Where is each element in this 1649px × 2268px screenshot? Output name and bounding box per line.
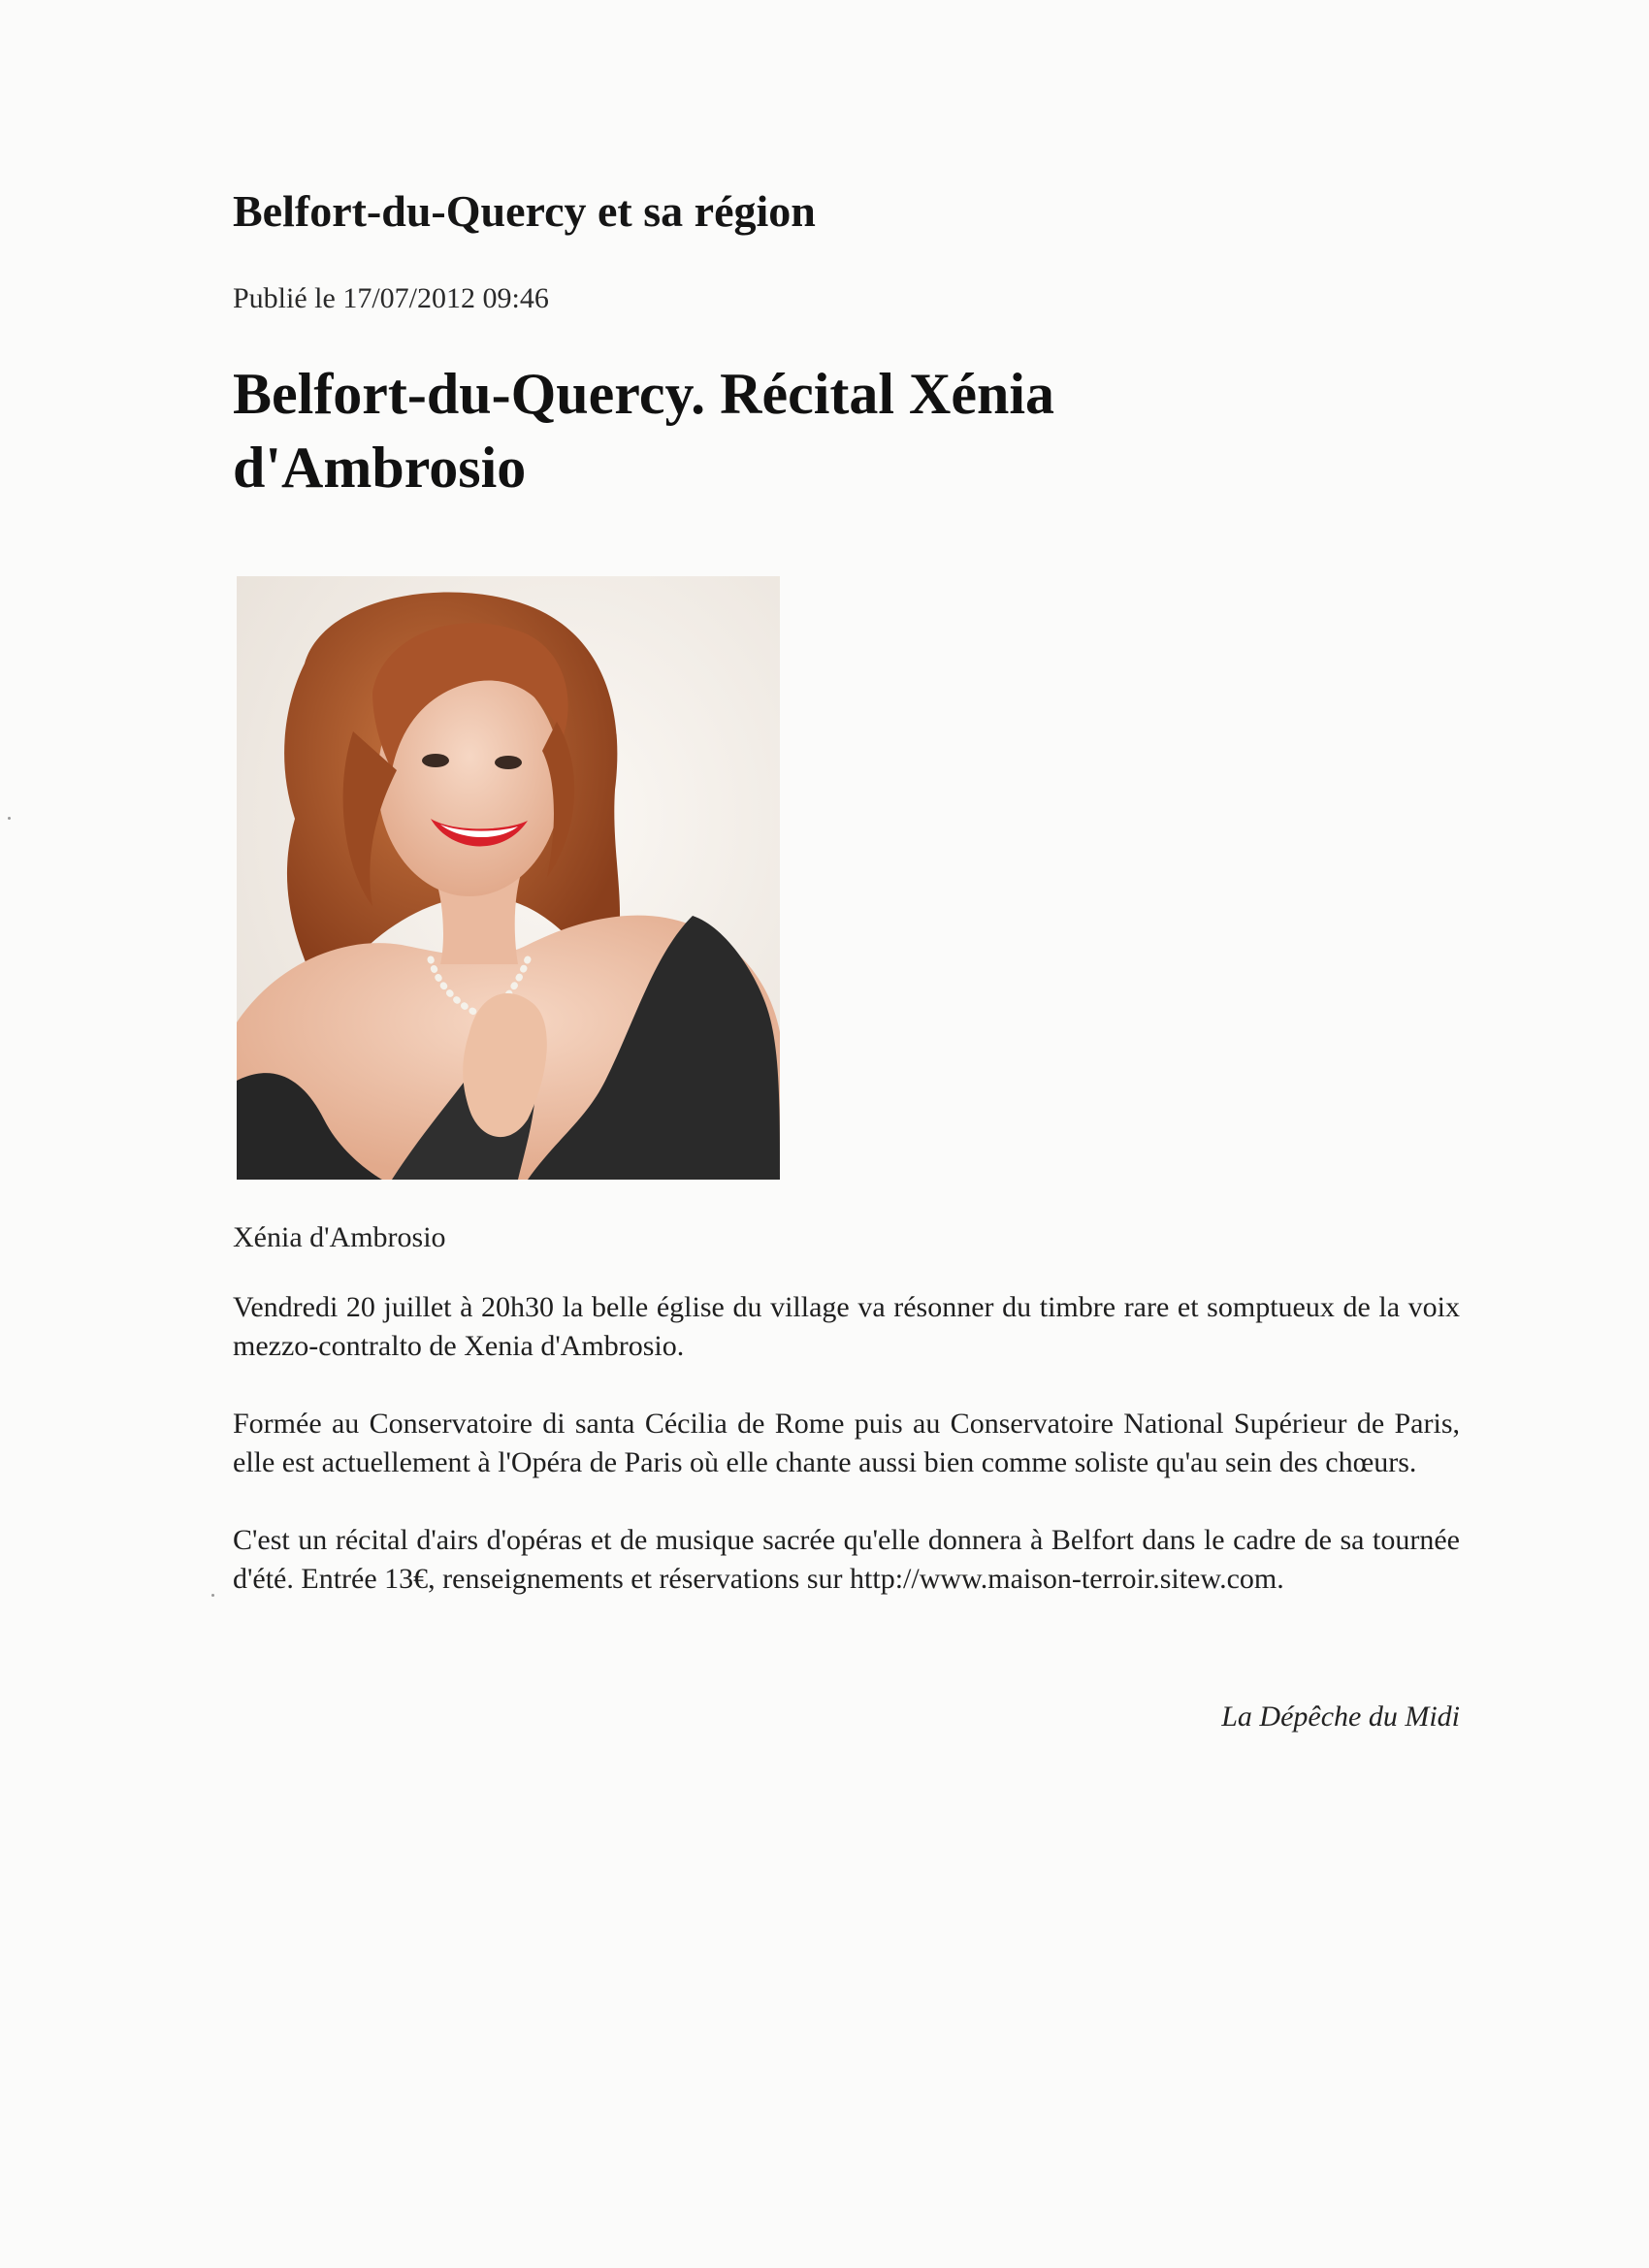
- source-attribution: La Dépêche du Midi: [1221, 1701, 1460, 1733]
- body-paragraph: Formée au Conservatoire di santa Cécilia de Rome puis au Conservatoire National Supérieur de Paris, elle est actuellement à l'Opéra de Paris où elle chante aussi bien comme soliste qu'au sein des chœurs.: [233, 1408, 1460, 1478]
- article-photo: [237, 576, 780, 1180]
- body-paragraph: C'est un récital d'airs d'opéras et de musique sacrée qu'elle donnera à Belfort dans le cadre de sa tournée d'été. Entrée 13€, renseignements et réservations sur http://www.maison-terroir.sitew.com.: [233, 1524, 1460, 1595]
- article-title: Belfort-du-Quercy. Récital Xénia d'Ambrosio: [233, 362, 1055, 500]
- portrait-illustration: [237, 576, 780, 1180]
- section-heading: Belfort-du-Quercy et sa région: [233, 186, 816, 236]
- publish-date: Publié le 17/07/2012 09:46: [233, 282, 549, 314]
- scan-speck: [211, 1594, 214, 1597]
- article-page: [233, 0, 1460, 2268]
- scan-speck: [8, 817, 11, 820]
- photo-caption: Xénia d'Ambrosio: [233, 1221, 446, 1253]
- body-paragraph: Vendredi 20 juillet à 20h30 la belle église du village va résonner du timbre rare et somptueux de la voix mezzo-contralto de Xenia d'Ambrosio.: [233, 1291, 1460, 1362]
- article-body: [233, 1288, 1460, 1637]
